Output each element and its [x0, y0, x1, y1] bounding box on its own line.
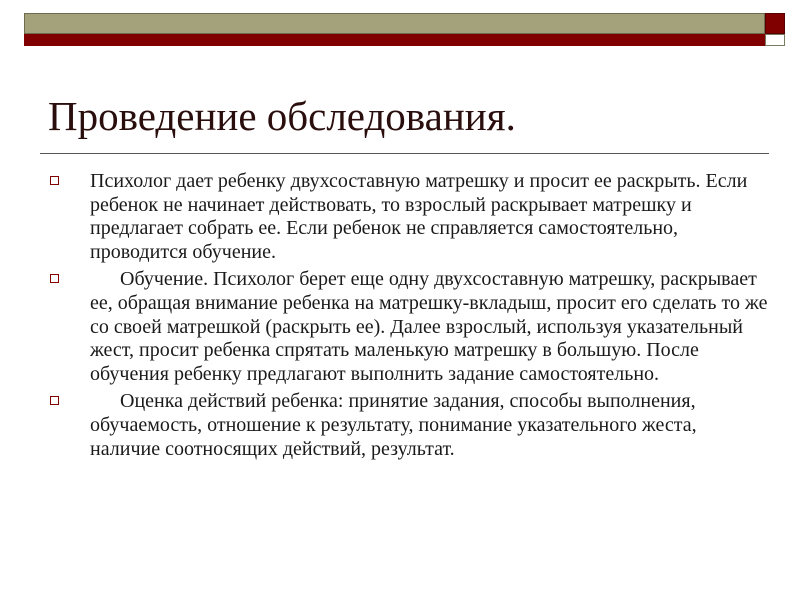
slide-title: Проведение обследования.: [48, 93, 516, 139]
header-band-olive: [24, 13, 765, 34]
bullet-text: Психолог дает ребенку двухсоставную матрешку и просит ее раскрыть. Если ребенок не начинает действовать, то взрослый раскрывает матрешку и предлагает собрать ее. Если ребенок не справляется самостоятельно, проводится обучение.: [90, 170, 748, 263]
bullet-text: Оценка действий ребенка: принятие задания, способы выполнения, обучаемость, отношение к результату, понимание указательного жеста, наличие соотносящих действий, результат.: [90, 390, 697, 460]
header-corner-outline: [765, 34, 785, 46]
hollow-square-icon: [50, 396, 59, 405]
bullet-item: [48, 390, 768, 461]
hollow-square-icon: [50, 274, 59, 283]
bullet-list: [48, 170, 768, 465]
header-corner-red: [765, 13, 785, 34]
header-band-red: [24, 34, 765, 46]
title-divider: [40, 153, 769, 154]
bullet-item: [48, 268, 768, 386]
bullet-text: Обучение. Психолог берет еще одну двухсоставную матрешку, раскрывает ее, обращая внимание ребенка на матрешку-вкладыш, просит его сделать то же со своей матрешкой (раскрыть ее). Далее взрослый, используя указательный жест, просит ребенка спрятать маленькую матрешку в большую. После обучения ребенку предлагают выполнить задание самостоятельно.: [90, 268, 768, 385]
hollow-square-icon: [50, 176, 59, 185]
bullet-item: [48, 170, 768, 264]
